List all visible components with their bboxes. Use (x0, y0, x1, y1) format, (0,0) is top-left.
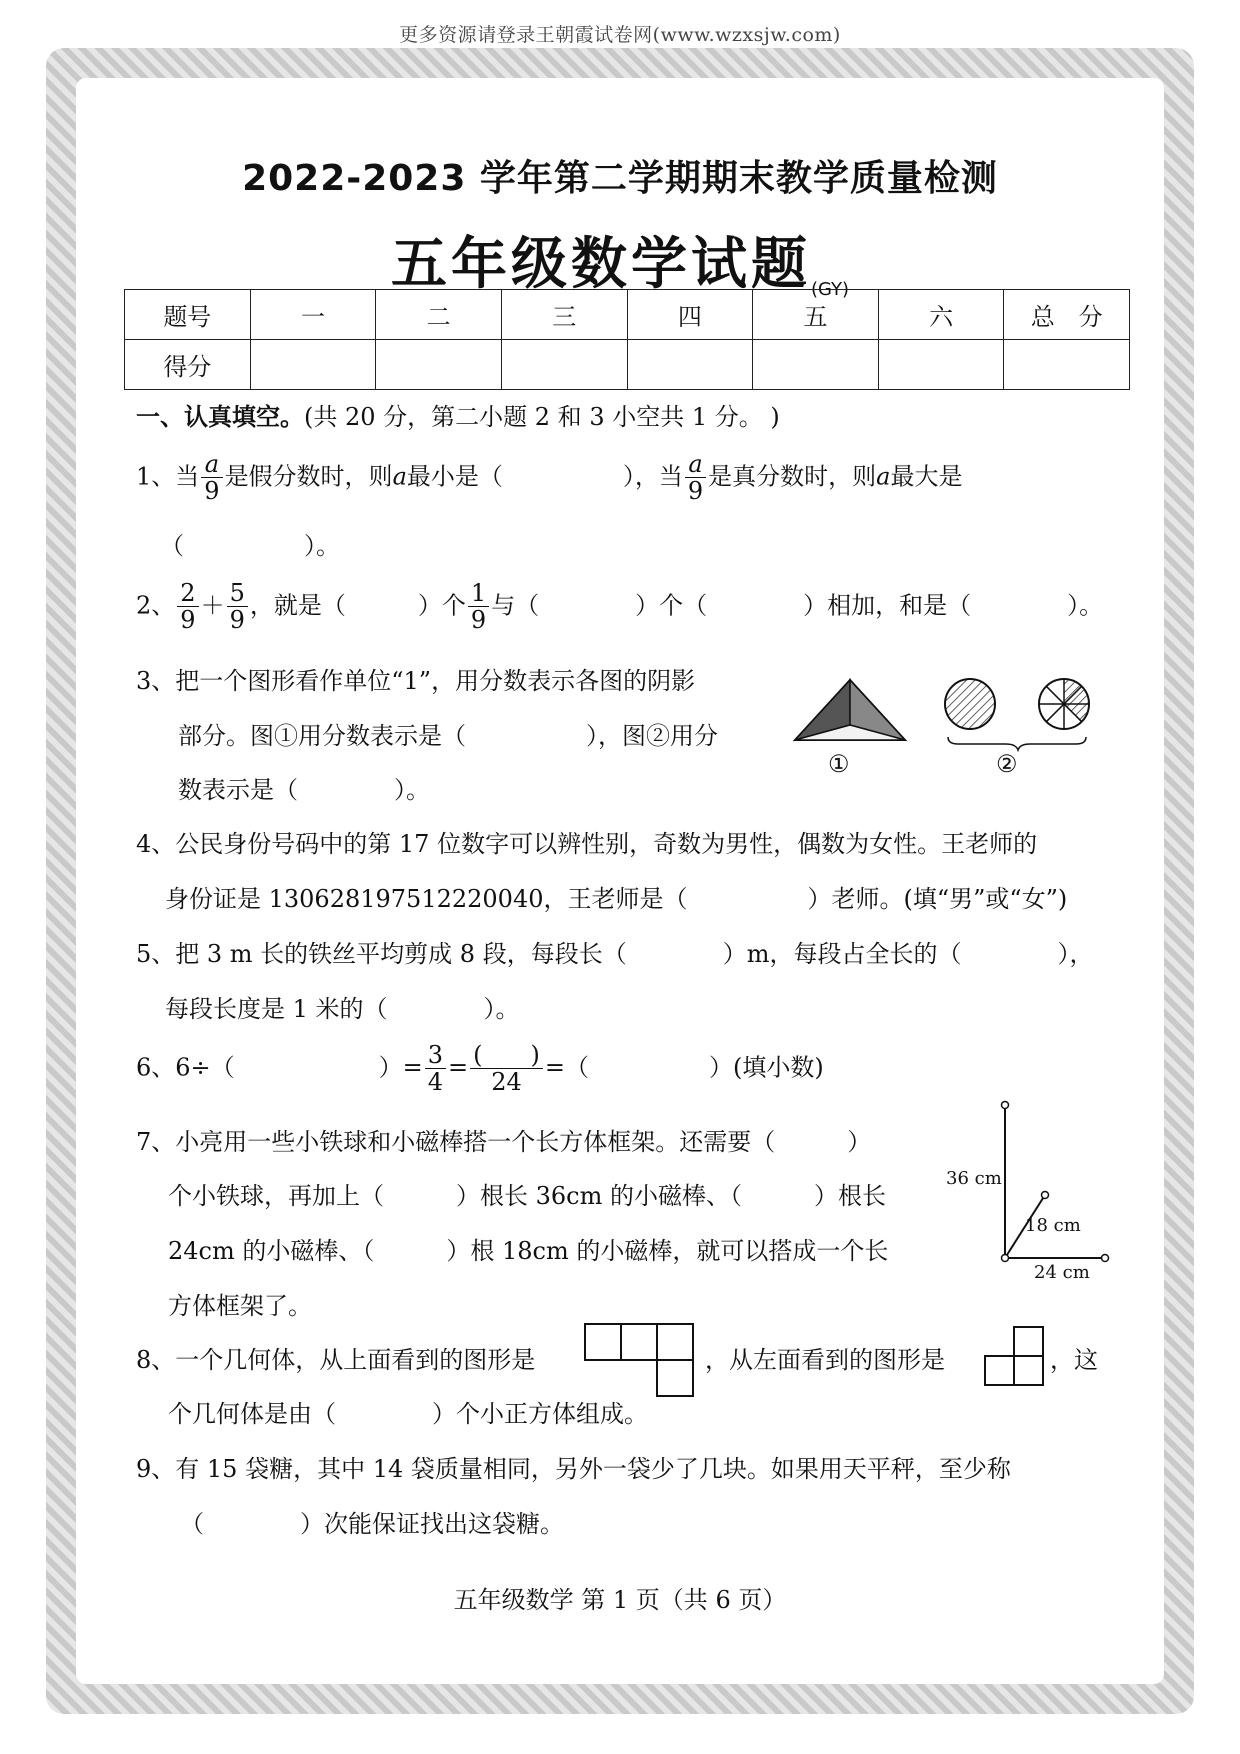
question-5-line-1: 5、把 3 m 长的铁丝平均剪成 8 段，每段长（ ）m，每段占全长的（ ）， (136, 940, 1094, 968)
q8-text: 8、一个几何体，从上面看到的图形是 (136, 1346, 536, 1374)
q6-text: 6、6÷（ ）= (136, 1053, 423, 1082)
top-view-figure (583, 1322, 699, 1398)
subject-title (0, 220, 1240, 300)
circles-figure-2 (940, 672, 1090, 752)
section-heading (136, 403, 780, 432)
numerator: 2 (177, 580, 198, 607)
score-cell[interactable] (1004, 340, 1130, 390)
figure-1-label: ① (828, 750, 850, 778)
edge-label-18cm: 18 cm (1025, 1215, 1081, 1236)
denominator: 9 (204, 477, 220, 506)
score-cell[interactable] (627, 340, 753, 390)
question-8-mid: ，从左面看到的图形是 (705, 1346, 945, 1374)
question-7-line-2: 个小铁球，再加上（ ）根长 36cm 的小磁棒、（ ）根长 (168, 1182, 886, 1210)
denominator: 9 (687, 477, 704, 506)
score-cell[interactable] (501, 340, 627, 390)
score-header-cell: 总 分 (1004, 290, 1130, 340)
numerator: a (685, 451, 706, 478)
question-4-line-1: 4、公民身份号码中的第 17 位数字可以辨性别，奇数为男性，偶数为女性。王老师的 (136, 830, 1038, 858)
figure-2-label: ② (996, 750, 1018, 778)
site-note: 更多资源请登录王朝霞试卷网(www.wzxsjw.com) (399, 24, 841, 46)
question-6 (136, 1042, 824, 1096)
fraction-a-over-9 (201, 451, 222, 505)
q1-text: 最大是 (890, 462, 963, 491)
denominator: 9 (470, 606, 487, 635)
q1-text: 最小是（ ），当 (406, 462, 683, 491)
question-7-line-1: 7、小亮用一些小铁球和小磁棒搭一个长方体框架。还需要（ ） (136, 1128, 872, 1156)
numerator: 3 (425, 1042, 446, 1069)
question-3-line-1: 3、把一个图形看作单位“1”，用分数表示各图的阴影 (136, 667, 696, 695)
score-cell[interactable] (753, 340, 879, 390)
question-1-line-2: （ ）。 (160, 532, 340, 560)
score-header-row (125, 290, 1130, 340)
score-cell[interactable] (878, 340, 1004, 390)
variable-a: a (392, 462, 407, 491)
cuboid-edges-figure (990, 1100, 1110, 1270)
question-8-line-1 (136, 1346, 535, 1375)
question-8-end: ，这 (1050, 1346, 1098, 1374)
plus-sign: ＋ (200, 591, 225, 620)
score-cell[interactable] (376, 340, 502, 390)
fraction-1-9 (468, 580, 489, 634)
numerator: ( ) (470, 1042, 543, 1069)
triangle-figure-1 (790, 675, 910, 745)
score-header-cell: 四 (627, 290, 753, 340)
denominator: 24 (491, 1068, 522, 1097)
question-7-line-3: 24cm 的小磁棒、（ ）根 18cm 的小磁棒，就可以搭成一个长 (168, 1237, 889, 1265)
question-9-line-1: 9、有 15 袋糖，其中 14 袋质量相同，另外一袋少了几块。如果用天平秤，至少称 (136, 1455, 1011, 1483)
q2-text: 与（ ）个（ ）相加，和是（ ）。 (491, 591, 1104, 620)
numerator: 5 (227, 580, 248, 607)
numerator: a (201, 451, 222, 478)
question-3-line-3: 数表示是（ ）。 (178, 776, 430, 804)
question-8-line-2: 个几何体是由（ ）个小正方体组成。 (168, 1400, 648, 1428)
fraction-5-9 (227, 580, 248, 634)
fraction-2-9 (177, 580, 198, 634)
score-row-label: 得分 (125, 340, 251, 390)
question-5-line-2: 每段长度是 1 米的（ ）。 (165, 995, 520, 1023)
question-4-line-2: 身份证是 130628197512220040，王老师是（ ）老师。(填“男”或“女”) (165, 885, 1068, 913)
question-1-line-1 (136, 451, 962, 505)
edge-label-36cm: 36 cm (946, 1168, 1002, 1189)
fraction-blank-24 (470, 1042, 543, 1096)
score-value-row (125, 340, 1130, 390)
score-table (124, 289, 1130, 390)
question-9-line-2: （ ）次能保证找出这袋糖。 (180, 1510, 564, 1538)
denominator: 4 (427, 1068, 444, 1097)
score-cell[interactable] (250, 340, 376, 390)
score-header-cell: 一 (250, 290, 376, 340)
score-header-cell: 六 (878, 290, 1004, 340)
score-header-cell: 二 (376, 290, 502, 340)
question-3-line-2: 部分。图①用分数表示是（ ），图②用分 (178, 722, 718, 750)
score-header-cell: 题号 (125, 290, 251, 340)
page-footer: 五年级数学 第 1 页（共 6 页） (453, 1586, 787, 1614)
version-code: (GY) (810, 279, 850, 300)
variable-a: a (876, 462, 891, 491)
exam-title: 2022-2023 学年第二学期期末教学质量检测 (242, 158, 998, 199)
q1-text: 是真分数时，则 (708, 462, 877, 491)
score-header-cell: 五 (753, 290, 879, 340)
question-7-line-4: 方体框架了。 (168, 1292, 312, 1320)
numerator: 1 (468, 580, 489, 607)
q1-text: 是假分数时，则 (224, 462, 393, 491)
q2-text: ，就是（ ）个 (249, 591, 466, 620)
q1-text: 1、当 (136, 462, 200, 491)
edge-label-24cm: 24 cm (1034, 1262, 1090, 1283)
left-view-figure (983, 1325, 1047, 1389)
denominator: 9 (180, 606, 196, 635)
q2-text: 2、 (136, 591, 176, 620)
fraction-a-over-9 (685, 451, 706, 505)
subject-title-text: 五年级数学试题 (390, 232, 811, 297)
question-2 (136, 580, 1103, 634)
q6-text: =（ ）(填小数) (544, 1053, 824, 1082)
denominator: 9 (229, 606, 245, 635)
section-note: (共 20 分，第二小题 2 和 3 小空共 1 分。 ) (304, 403, 780, 431)
score-header-cell: 三 (501, 290, 627, 340)
equals-sign: = (448, 1053, 469, 1082)
section-title: 一、认真填空。 (136, 402, 304, 431)
fraction-3-4 (425, 1042, 446, 1096)
